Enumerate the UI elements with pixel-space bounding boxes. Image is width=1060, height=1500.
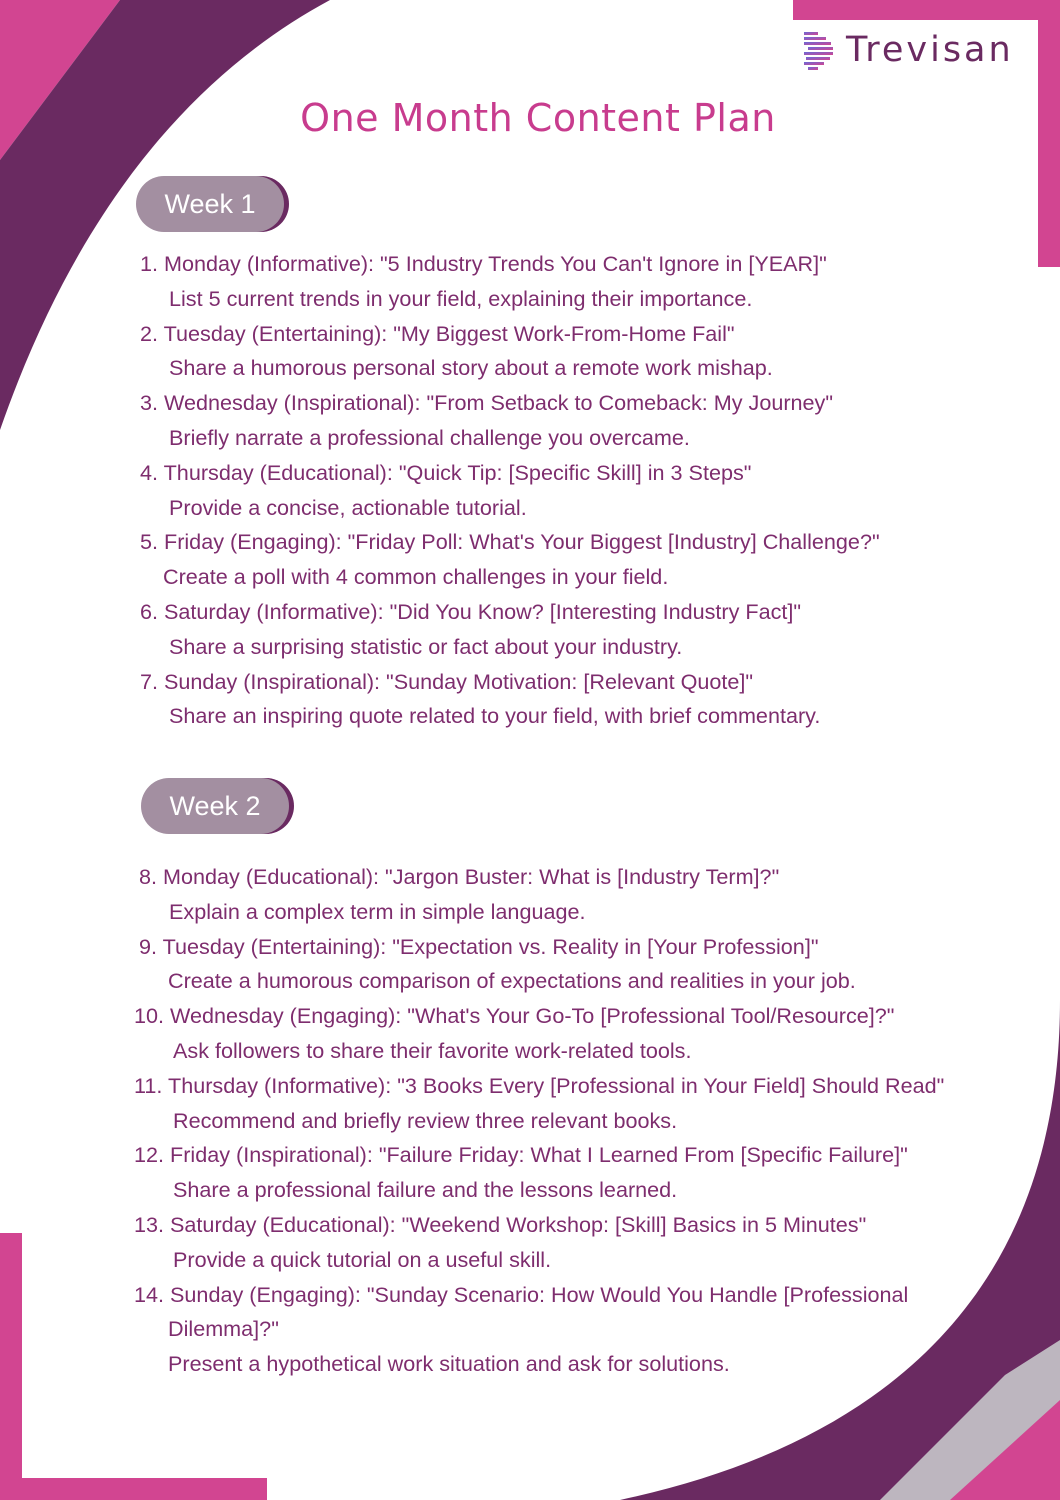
week-2-list: [134, 860, 944, 1382]
item-heading: 2. Tuesday (Entertaining): "My Biggest Work-From-Home Fail": [140, 320, 735, 346]
list-item: [140, 665, 880, 735]
item-description: Provide a quick tutorial on a useful skill.: [173, 1246, 552, 1272]
item-heading: 7. Sunday (Inspirational): "Sunday Motivation: [Relevant Quote]": [140, 668, 754, 694]
list-item: [140, 317, 880, 387]
list-item: [134, 1208, 944, 1278]
item-description: Recommend and briefly review three relevant books.: [173, 1107, 678, 1133]
brand-name: Trevisan: [846, 30, 1014, 70]
week-1-list: [140, 247, 880, 734]
item-description: Share a surprising statistic or fact about your industry.: [169, 633, 683, 659]
item-description: Share a professional failure and the lessons learned.: [173, 1177, 678, 1203]
item-heading: 3. Wednesday (Inspirational): "From Setback to Comeback: My Journey": [140, 390, 834, 416]
item-heading: 6. Saturday (Informative): "Did You Know? [Interesting Industry Fact]": [140, 598, 802, 624]
week-2-label: Week 2: [141, 778, 289, 834]
list-item: [140, 595, 880, 665]
item-description: Create a poll with 4 common challenges in your field.: [163, 564, 669, 590]
item-description: Provide a concise, actionable tutorial.: [169, 494, 527, 520]
brand-logo: [802, 28, 1014, 72]
list-item: [134, 1069, 944, 1139]
item-heading: 9. Tuesday (Entertaining): "Expectation vs. Reality in [Your Profession]": [139, 933, 819, 959]
item-heading: 8. Monday (Educational): "Jargon Buster: What is [Industry Term]?": [139, 864, 780, 889]
list-item: [134, 1278, 944, 1382]
item-heading: 4. Thursday (Educational): "Quick Tip: [Specific Skill] in 3 Steps": [140, 459, 752, 485]
item-description: Ask followers to share their favorite work-related tools.: [173, 1037, 692, 1063]
item-heading-continuation: Dilemma]?": [168, 1316, 279, 1342]
item-heading: 10. Wednesday (Engaging): "What's Your Go-To [Professional Tool/Resource]?": [134, 1003, 895, 1029]
item-heading: 13. Saturday (Educational): "Weekend Workshop: [Skill] Basics in 5 Minutes": [134, 1211, 867, 1237]
week-1-label: Week 1: [136, 176, 284, 232]
list-item: [134, 930, 944, 1000]
item-heading: 12. Friday (Inspirational): "Failure Friday: What I Learned From [Specific Failure]": [134, 1142, 908, 1168]
item-description: List 5 current trends in your field, explaining their importance.: [169, 285, 753, 311]
list-item: [140, 247, 880, 317]
bottom-magenta-bar: [0, 1478, 267, 1500]
list-item: [140, 525, 880, 595]
page-title: One Month Content Plan: [300, 96, 776, 140]
list-item: [134, 999, 944, 1069]
item-description: Create a humorous comparison of expectations and realities in your job.: [168, 968, 856, 994]
list-item: [140, 386, 880, 456]
item-heading: 1. Monday (Informative): "5 Industry Trends You Can't Ignore in [YEAR]": [140, 251, 827, 276]
item-description: Share an inspiring quote related to your field, with brief commentary.: [169, 703, 821, 729]
item-description: Share a humorous personal story about a remote work mishap.: [169, 355, 773, 381]
item-heading: 5. Friday (Engaging): "Friday Poll: What's Your Biggest [Industry] Challenge?": [140, 529, 880, 555]
left-magenta-bar: [0, 1233, 22, 1500]
list-item: [134, 1138, 944, 1208]
item-heading: 14. Sunday (Engaging): "Sunday Scenario: How Would You Handle [Professional: [134, 1281, 909, 1307]
item-description: Explain a complex term in simple language.: [169, 898, 586, 924]
list-item: [134, 860, 944, 930]
item-description: Present a hypothetical work situation and ask for solutions.: [168, 1351, 730, 1377]
top-right-magenta-bar: [793, 0, 1060, 20]
striped-gradient-d-icon: [802, 30, 836, 70]
item-description: Briefly narrate a professional challenge you overcame.: [169, 424, 690, 450]
list-item: [140, 456, 880, 526]
item-heading: 11. Thursday (Informative): "3 Books Every [Professional in Your Field] Should Read": [134, 1072, 945, 1098]
